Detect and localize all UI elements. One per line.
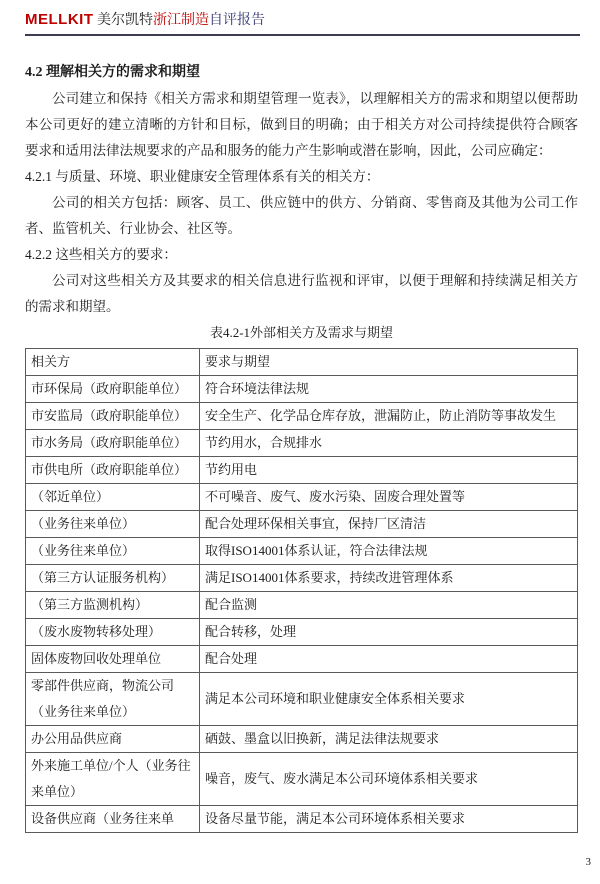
requirement-cell: 配合监测	[200, 592, 578, 619]
requirement-cell: 设备尽量节能，满足本公司环境体系相关要求	[200, 806, 578, 833]
party-cell: 市水务局（政府职能单位）	[26, 430, 200, 457]
requirement-cell: 符合环境法律法规	[200, 376, 578, 403]
party-cell: （废水废物转移处理）	[26, 619, 200, 646]
requirement-cell: 节约用水，合规排水	[200, 430, 578, 457]
party-cell: 市环保局（政府职能单位）	[26, 376, 200, 403]
header-cell-party: 相关方	[26, 349, 200, 376]
party-cell: （业务往来单位）	[26, 511, 200, 538]
requirement-cell: 噪音，废气、废水满足本公司环境体系相关要求	[200, 753, 578, 806]
party-cell: 市安监局（政府职能单位）	[26, 403, 200, 430]
requirement-cell: 配合处理	[200, 646, 578, 673]
header-cell-requirement: 要求与期望	[200, 349, 578, 376]
stakeholder-table	[25, 348, 578, 833]
table-row	[26, 619, 578, 646]
party-cell: 办公用品供应商	[26, 726, 200, 753]
requirement-cell: 节约用电	[200, 457, 578, 484]
table-row	[26, 592, 578, 619]
requirement-cell: 取得ISO14001体系认证，符合法律法规	[200, 538, 578, 565]
document-body	[25, 60, 578, 833]
page-number: 3	[585, 856, 591, 868]
party-cell: 零部件供应商，物流公司（业务往来单位）	[26, 673, 200, 726]
party-cell: （第三方认证服务机构）	[26, 565, 200, 592]
table-row	[26, 646, 578, 673]
table-row	[26, 673, 578, 726]
document-header	[25, 0, 580, 36]
table-row	[26, 726, 578, 753]
party-cell: 设备供应商（业务往来单	[26, 806, 200, 833]
table-row	[26, 430, 578, 457]
paragraph-1: 公司建立和保持《相关方需求和期望管理一览表》，以理解相关方的需求和期望以便帮助本公司更好的建立清晰的方针和目标，做到目的明确；由于相关方对公司持续提供符合顾客要求和适用法律法规要求的产品和服务的能力产生影响或潜在影响，因此，公司应确定：	[25, 91, 578, 158]
table-row	[26, 376, 578, 403]
section-heading: 4.2 理解相关方的需求和期望	[25, 65, 200, 80]
subsection-heading-421: 4.2.1 与质量、环境、职业健康安全管理体系有关的相关方：	[25, 169, 380, 184]
table-row	[26, 806, 578, 833]
table-row	[26, 484, 578, 511]
table-row	[26, 403, 578, 430]
requirement-cell: 配合处理环保相关事宜，保持厂区清洁	[200, 511, 578, 538]
company-name: 美尔凯特	[93, 13, 153, 28]
requirement-cell: 满足ISO14001体系要求，持续改进管理体系	[200, 565, 578, 592]
table-caption: 表4.2-1外部相关方及需求与期望	[209, 325, 394, 340]
party-cell: 市供电所（政府职能单位）	[26, 457, 200, 484]
requirement-cell: 安全生产、化学品仓库存放，泄漏防止，防止消防等事故发生	[200, 403, 578, 430]
requirement-cell: 不可噪音、废气、废水污染、固废合理处置等	[200, 484, 578, 511]
table-row	[26, 753, 578, 806]
party-cell: 外来施工单位/个人（业务往来单位）	[26, 753, 200, 806]
paragraph-3: 公司对这些相关方及其要求的相关信息进行监视和评审，以便于理解和持续满足相关方的需求和期望。	[25, 273, 578, 314]
party-cell: （邻近单位）	[26, 484, 200, 511]
table-row	[26, 565, 578, 592]
subsection-heading-422: 4.2.2 这些相关方的要求：	[25, 247, 177, 262]
party-cell: 固体废物回收处理单位	[26, 646, 200, 673]
brand-logo: MELLKIT	[25, 11, 94, 28]
table-row	[26, 511, 578, 538]
doc-title: 自评报告	[209, 13, 265, 28]
table-row	[26, 457, 578, 484]
requirement-cell: 满足本公司环境和职业健康安全体系相关要求	[200, 673, 578, 726]
cert-label: 浙江制造	[153, 13, 209, 28]
requirement-cell: 硒鼓、墨盒以旧换新，满足法律法规要求	[200, 726, 578, 753]
table-row	[26, 538, 578, 565]
party-cell: （第三方监测机构）	[26, 592, 200, 619]
party-cell: （业务往来单位）	[26, 538, 200, 565]
requirement-cell: 配合转移，处理	[200, 619, 578, 646]
table-header-row	[26, 349, 578, 376]
paragraph-2: 公司的相关方包括：顾客、员工、供应链中的供方、分销商、零售商及其他为公司工作者、监管机关、行业协会、社区等。	[25, 195, 578, 236]
